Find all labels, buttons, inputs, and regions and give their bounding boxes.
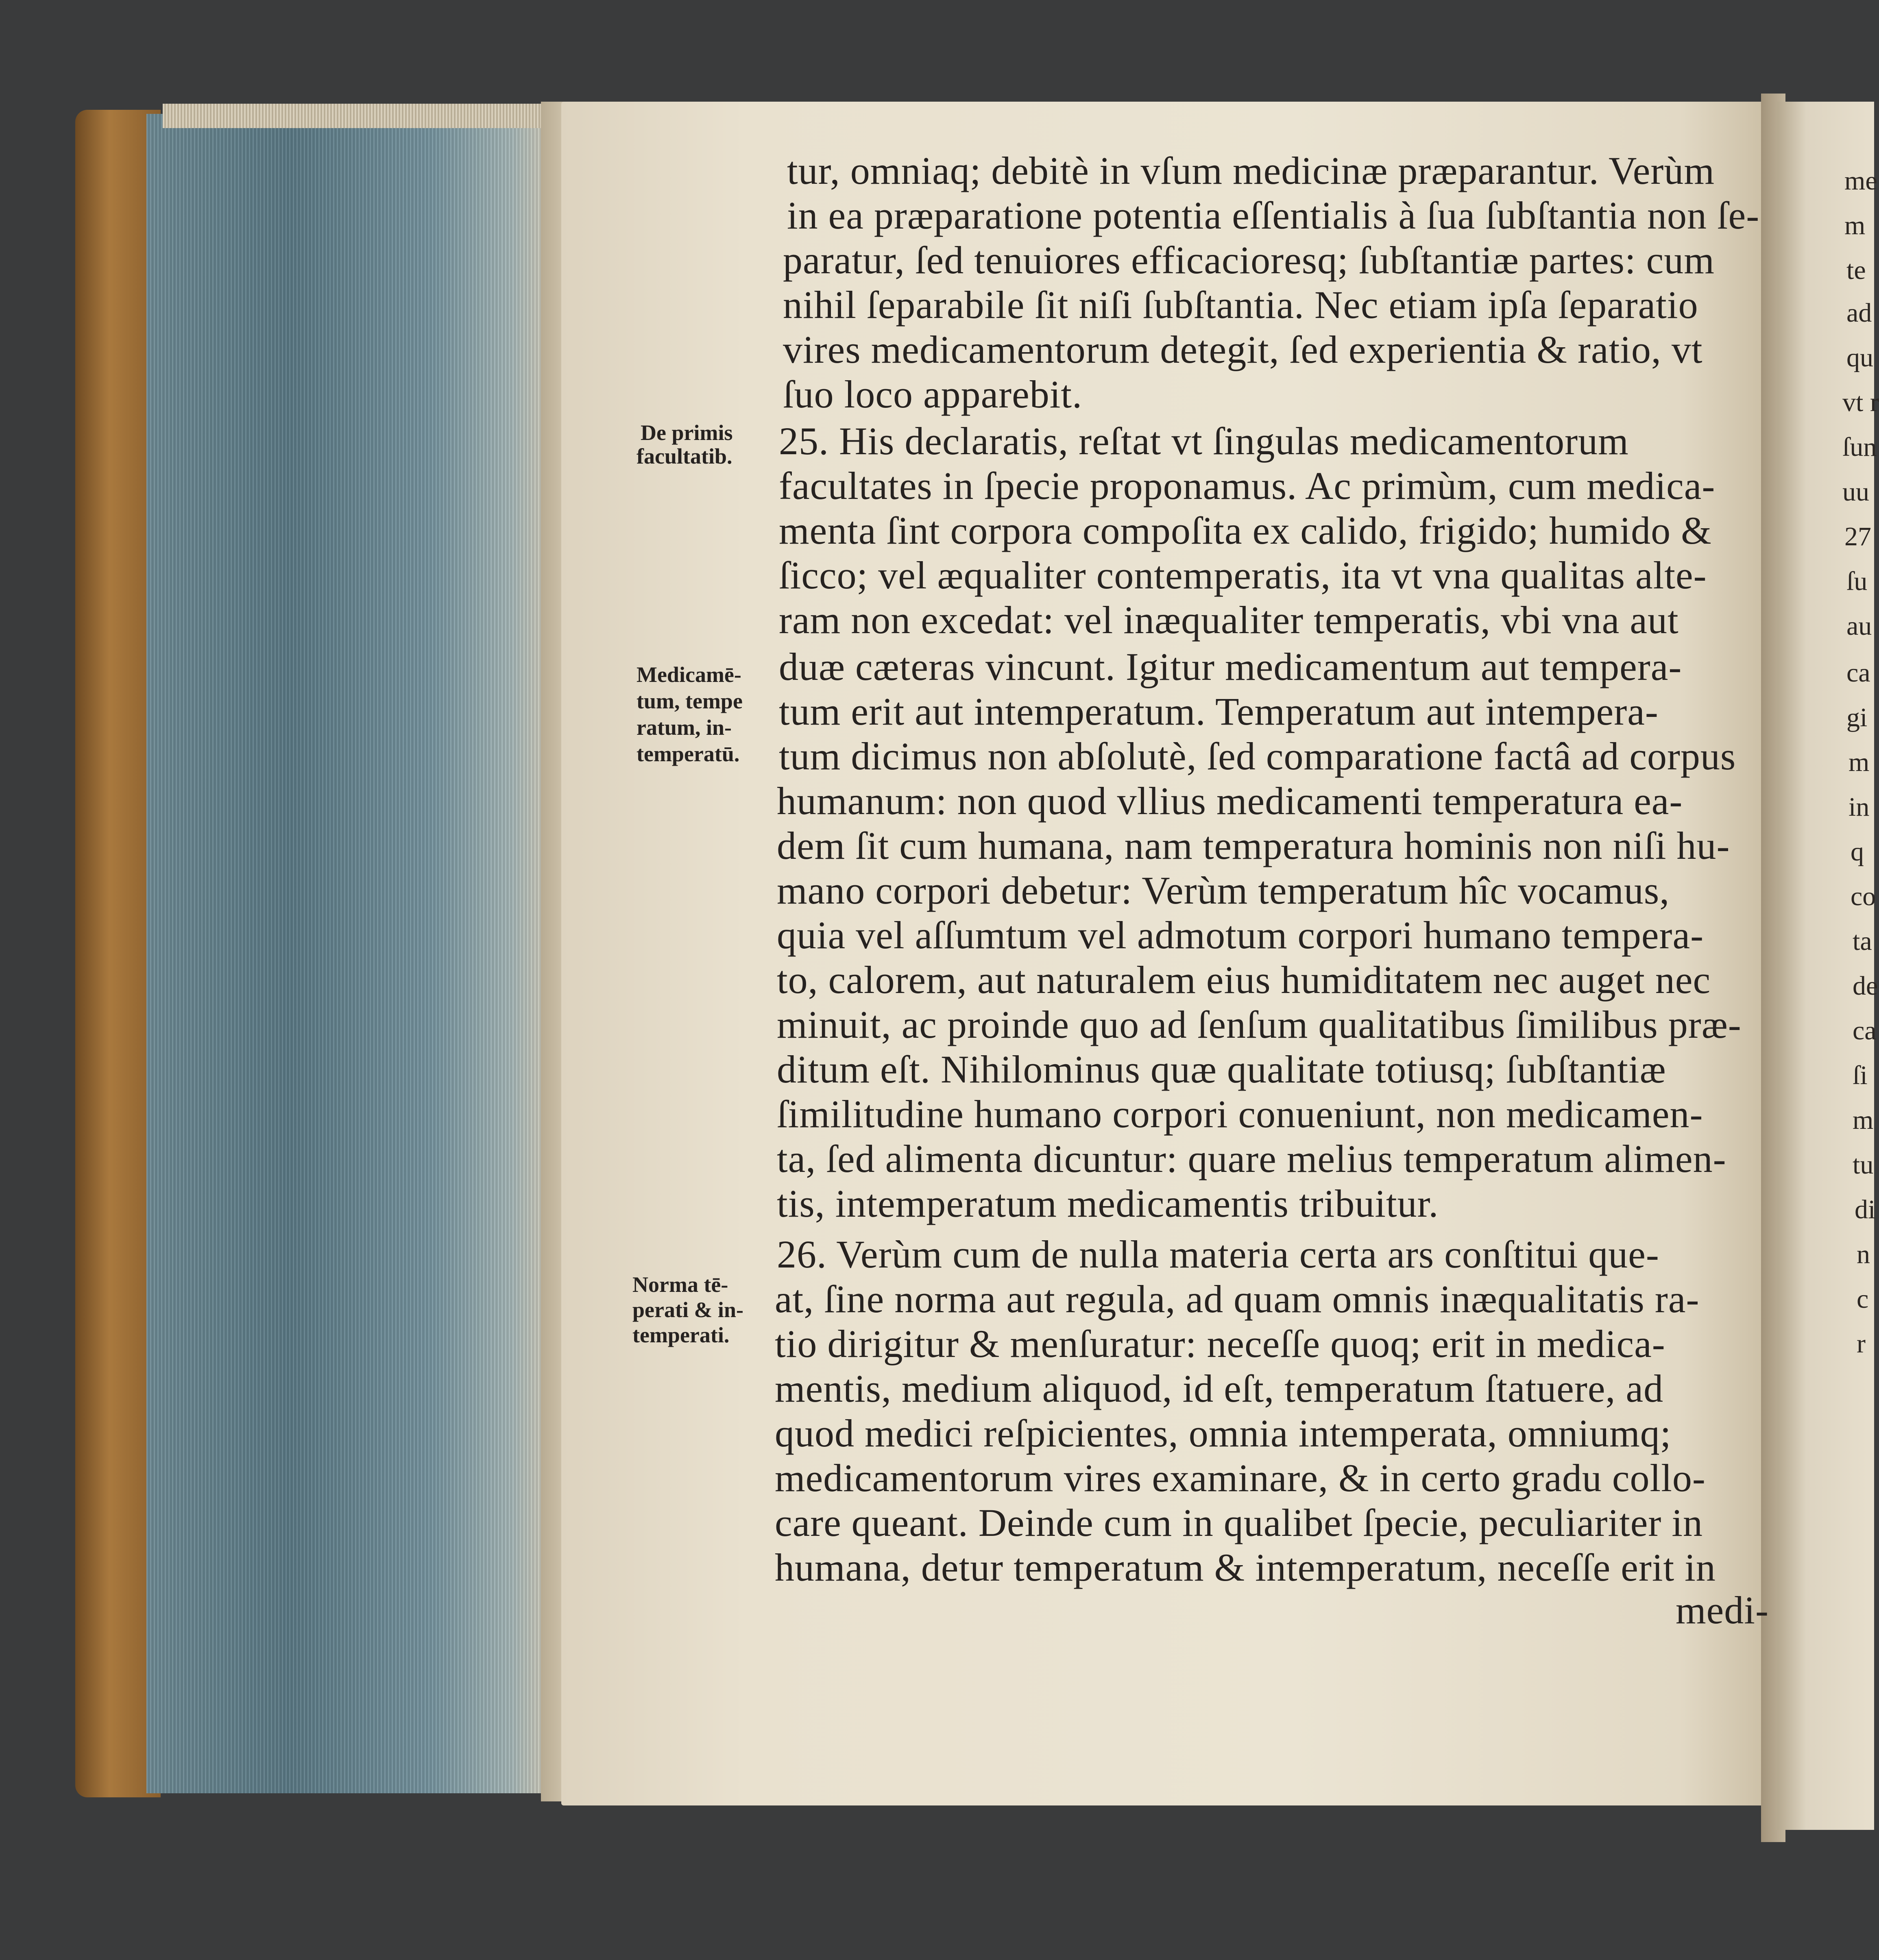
text-line: in ea præparatione potentia eſſentialis à ſua ſubſtantia non ſe- [787, 194, 1760, 237]
fragment: m [1848, 747, 1870, 777]
text-line: ta, ſed alimenta dicuntur: quare melius temperatum alimen- [777, 1137, 1726, 1180]
text-line: tio dirigitur & menſuratur: neceſſe quoq; erit in medica- [775, 1322, 1665, 1365]
fragment: n [1857, 1239, 1870, 1269]
fragment: ad [1846, 298, 1872, 328]
fragment: tu [1853, 1150, 1874, 1180]
text-line: ſuo loco apparebit. [783, 372, 1083, 416]
text-line: paratur, ſed tenuiores efficacioresq; ſubſtantiæ partes: cum [783, 238, 1715, 282]
fragment: me [1844, 166, 1877, 196]
text-line: nihil ſeparabile ſit niſi ſubſtantia. Nec etiam ipſa ſeparatio [783, 283, 1698, 327]
text-line: dem ſit cum humana, nam temperatura hominis non niſi hu- [777, 824, 1730, 867]
catchword: medi- [1676, 1588, 1769, 1632]
text-line: quod medici reſpicientes, omnia intemperata, omniumq; [775, 1411, 1672, 1455]
fragment: ſu [1846, 566, 1868, 596]
text-line: to, calorem, aut naturalem eius humiditatem nec auget nec [777, 958, 1711, 1002]
fragment: ca [1846, 658, 1870, 688]
fragment: m [1853, 1105, 1874, 1135]
text-line: 26. Verùm cum de nulla materia certa ars conſtitui que- [777, 1233, 1659, 1276]
fragment: au [1846, 611, 1872, 641]
text-line: mentis, medium aliquod, id eſt, temperatum ſtatuere, ad [775, 1367, 1664, 1410]
fragment: ca [1853, 1016, 1877, 1045]
page-block-top [163, 104, 553, 128]
fragment: gi [1846, 703, 1868, 732]
text-line: ſimilitudine humano corpori conueniunt, non medicamen- [777, 1092, 1703, 1136]
text-line: vires medicamentorum detegit, ſed experientia & ratio, vt [783, 328, 1703, 371]
text-line: ditum eſt. Nihilominus quæ qualitate totiusq; ſubſtantiæ [777, 1048, 1666, 1091]
text-line: menta ſint corpora compoſita ex calido, frigido; humido & [779, 509, 1712, 552]
text-line: humanum: non quod vllius medicamenti temperatura ea- [777, 779, 1683, 823]
text-line: medicamentorum vires examinare, & in certo gradu collo- [775, 1456, 1706, 1500]
text-line: mano corpori debetur: Verùm temperatum hîc vocamus, [777, 869, 1670, 912]
text-line: care queant. Deinde cum in qualibet ſpecie, peculiariter in [775, 1501, 1703, 1544]
page-block-edges [146, 114, 553, 1793]
fragment: vt r [1842, 388, 1879, 417]
fragment: uu [1842, 477, 1869, 507]
text-line: tum dicimus non abſolutè, ſed comparatione factâ ad corpus [779, 734, 1736, 778]
text-line: quia vel aſſumtum vel admotum corpori humano tempera- [777, 913, 1704, 957]
text-line: duæ cæteras vincunt. Igitur medicamentum aut tempera- [779, 645, 1682, 688]
fragment: c [1857, 1284, 1869, 1314]
text-line: facultates in ſpecie proponamus. Ac primùm, cum medica- [779, 464, 1716, 507]
fragment: ſun [1842, 432, 1877, 462]
text-line: humana, detur temperatum & intemperatum, neceſſe erit in [775, 1546, 1716, 1589]
fragment: qu [1846, 343, 1873, 372]
text-line: 25. His declaratis, reſtat vt ſingulas medicamentorum [779, 419, 1629, 463]
text-line: minuit, ac proinde quo ad ſenſum qualitatibus ſimilibus præ- [777, 1003, 1742, 1046]
fragment: q [1851, 837, 1864, 867]
fragment: in [1848, 792, 1870, 822]
fragment: co [1851, 882, 1876, 911]
text-line: ram non excedat: vel inæqualiter temperatis, vbi vna aut [779, 598, 1679, 642]
text-line: tur, omniaq; debitè in vſum medicinæ præparantur. Verùm [787, 149, 1715, 192]
fragment: r [1857, 1329, 1866, 1359]
text-line: tum erit aut intemperatum. Temperatum aut intempera- [779, 690, 1659, 733]
fragment: ta [1853, 926, 1872, 956]
fragment: di [1855, 1195, 1876, 1224]
text-line: ſicco; vel æqualiter contemperatis, ita vt vna qualitas alte- [779, 553, 1707, 597]
fragment: m [1844, 211, 1866, 240]
text-line: tis, intemperatum medicamentis tribuitur. [777, 1182, 1439, 1225]
fragment: 27 [1844, 522, 1871, 551]
text-line: at, ſine norma aut regula, ad quam omnis inæqualitatis ra- [775, 1277, 1700, 1321]
fragment: ſi [1853, 1061, 1868, 1090]
fragment: te [1846, 255, 1866, 285]
fragment: de [1853, 971, 1878, 1001]
